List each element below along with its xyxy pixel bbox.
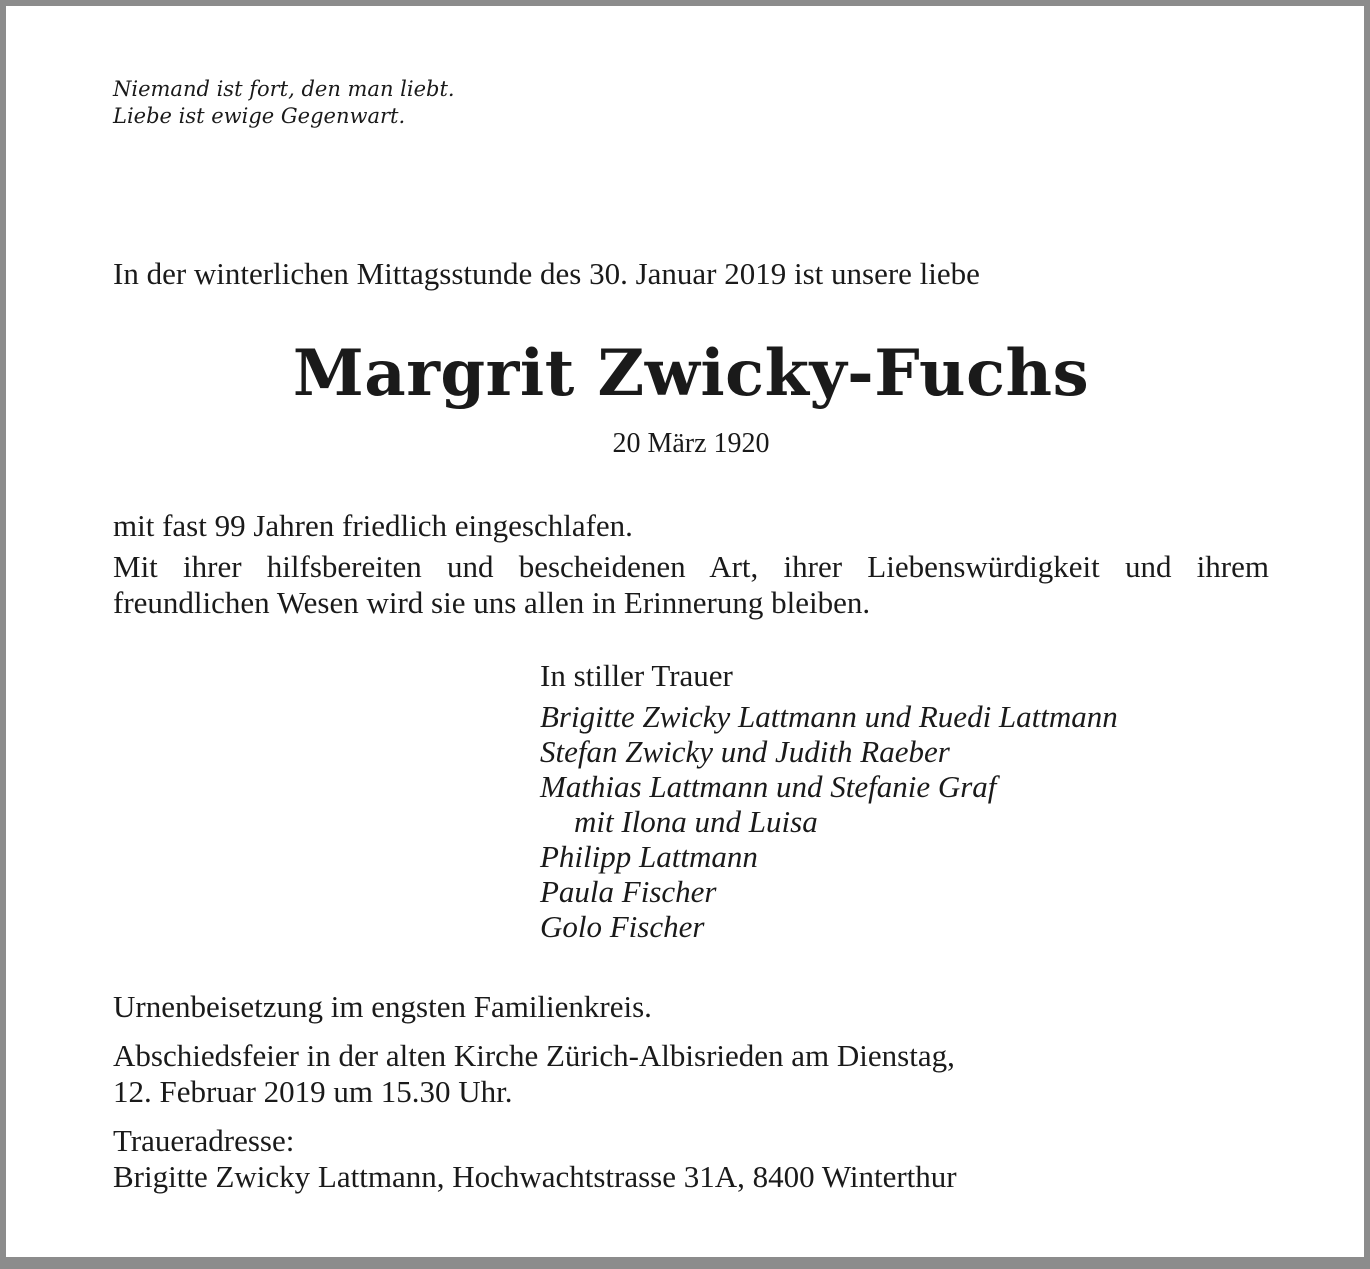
mourners-label: In stiller Trauer [540,658,733,693]
mourners-list [540,699,1280,944]
motto-line-1: Niemand ist fort, den man liebt. [113,77,455,101]
deceased-name: Margrit Zwicky-Fuchs [292,336,1090,411]
ceremony-note [113,1038,1269,1110]
body-line-1: mit fast 99 Jahren friedlich eingeschlafen. [113,508,633,543]
mourners-block [540,656,1280,944]
intro-text: In der winterlichen Mittagsstunde des 30. Januar 2019 ist unsere liebe [113,256,980,291]
ceremony-line-2: 12. Februar 2019 um 15.30 Uhr. [113,1074,513,1109]
mourner-name: mit Ilona und Luisa [574,804,818,839]
birth-date: 20 März 1920 [612,428,770,459]
motto-line-2: Liebe ist ewige Gegenwart. [113,104,406,128]
mourner-name: Brigitte Zwicky Lattmann und Ruedi Lattmann [540,699,1118,734]
mourner-name: Philipp Lattmann [540,839,758,874]
ceremony-line-1: Abschiedsfeier in der alten Kirche Zürich-Albisrieden am Dienstag, [113,1038,955,1073]
details-block [113,989,1269,1208]
address-text: Brigitte Zwicky Lattmann, Hochwachtstrasse 31A, 8400 Winterthur [113,1159,957,1194]
mourner-name: Stefan Zwicky und Judith Raeber [540,734,950,769]
body-paragraph: Mit ihrer hilfsbereiten und bescheidenen Art, ihrer Liebenswürdigkeit und ihrem freundlichen Wesen wird sie uns allen in Erinnerung bleiben. [113,549,1269,620]
mourner-name: Mathias Lattmann und Stefanie Graf [540,769,997,804]
address-note [113,1123,1269,1195]
mourner-name: Golo Fischer [540,909,705,944]
mourner-name: Paula Fischer [540,874,717,909]
burial-text: Urnenbeisetzung im engsten Familienkreis. [113,989,652,1024]
address-label: Traueradresse: [113,1123,295,1158]
body-text [113,508,1269,621]
motto [113,76,1269,130]
burial-note [113,989,1269,1025]
